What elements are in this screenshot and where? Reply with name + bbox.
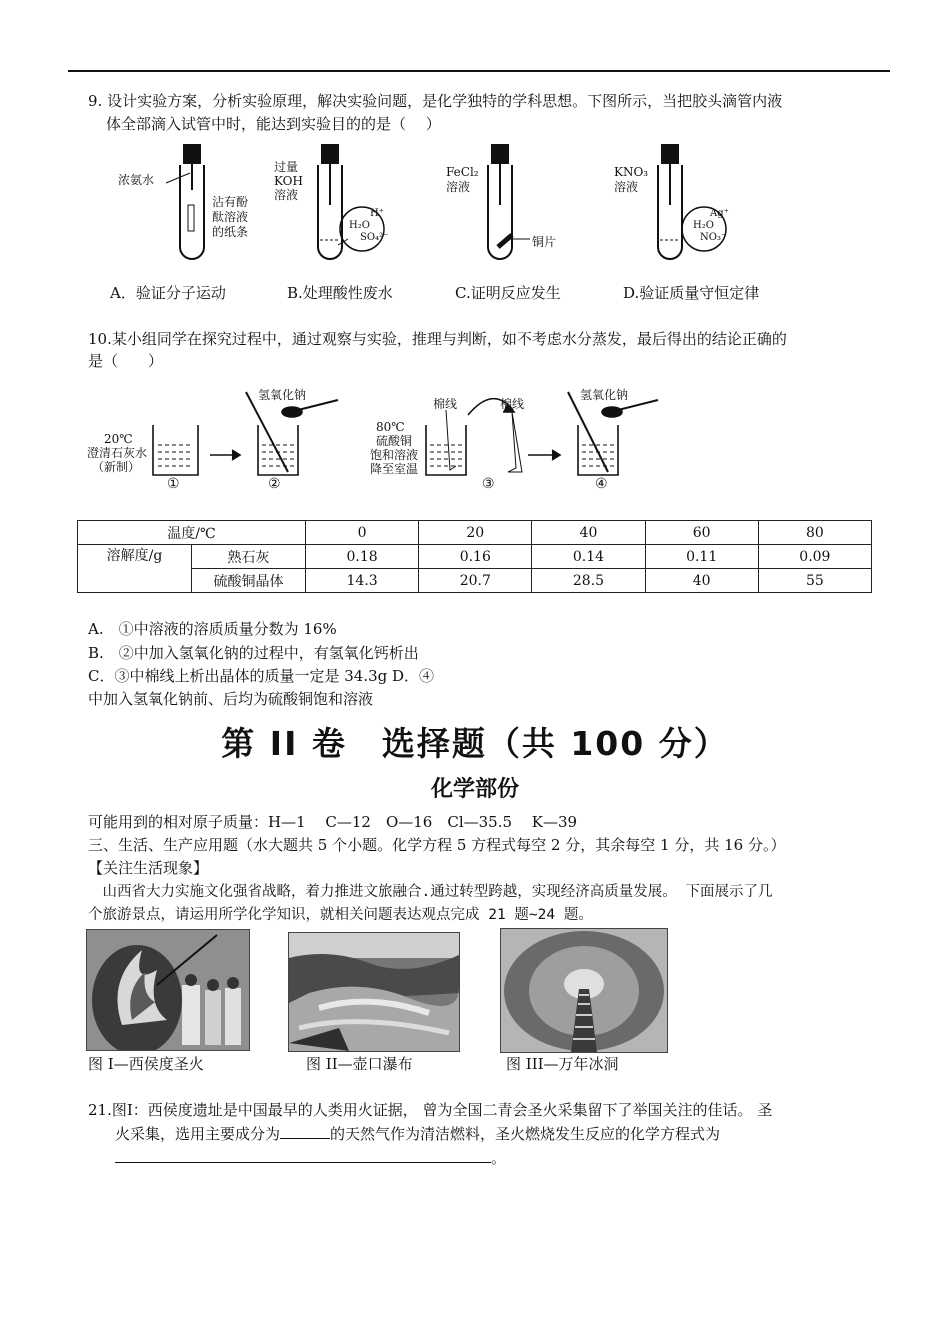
photo-hukou-waterfall [288,932,460,1052]
focus-heading: 【关注生活现象】 [88,859,209,877]
section-subtitle: 化学部份 [430,777,519,802]
q10-fig-temp1: 20℃ [104,432,133,446]
table-cell: 0.14 [532,545,645,569]
q21-text-line2b: 的天然气作为清洁燃料，圣火燃烧发生反应的化学方程式为 [330,1125,721,1143]
table-cell: 0.16 [419,545,532,569]
table-cell: 55 [758,569,871,593]
table-cell: 60 [645,521,758,545]
caption-ice-cave: 图 III—万年冰洞 [506,1055,619,1073]
q9-fig-d-label1: KNO₃ [614,165,649,179]
q10-fig-temp2: 80℃ [376,420,405,434]
q21-blank-component[interactable] [280,1122,330,1139]
q10-fig-thread2: 棉线 [500,397,525,411]
q9-fig-b-label2: KOH [274,174,303,188]
q10-fig-saturated: 饱和溶液 [370,448,419,462]
q10-fig-limewater: 澄清石灰水 [87,446,148,460]
q9-fig-b-ion3: SO₄²⁻ [360,232,389,243]
q9-fig-c-label3: 铜片 [532,235,557,249]
q10-fig-cool: 降至室温 [370,462,419,476]
q9-fig-a-label2: 沾有酚 [212,195,249,209]
q10-text-line2: 是（ ） [88,352,164,370]
table-cell: 20 [419,521,532,545]
q9-fig-b-ion2: H₂O [349,220,370,231]
q10-fig-cuso4: 硫酸铜 [376,434,413,448]
q9-fig-b-label3: 溶液 [274,188,299,202]
top-rule [68,70,890,72]
table-cell: 80 [758,521,871,545]
table-row [78,521,872,545]
q10-fig-n1: ① [167,476,180,492]
intro-line1: 山西省大力实施文化强省战略，着力推进文旅融合.通过转型跨越，实现经济高质量发展。 下面展示了几 [88,884,773,900]
photo-sacred-fire [86,929,250,1051]
q10-option-a: A. ①中溶液的溶质质量分数为 16% [88,620,337,638]
table-cell: 28.5 [532,569,645,593]
table-cell: 温度/℃ [78,521,306,545]
q10-text-line1: 10.某小组同学在探究过程中，通过观察与实验，推理与判断，如不考虑水分蒸发，最后得出的结论正确的 [88,330,787,348]
table-cell: 20.7 [419,569,532,593]
q9-fig-d-label2: 溶液 [614,180,639,194]
table-cell: 40 [532,521,645,545]
table-cell: 0.11 [645,545,758,569]
solubility-table [77,520,872,593]
q9-fig-c-label1: FeCl₂ [446,165,479,179]
q9-fig-b-label1: 过量 [274,160,299,174]
q10-fig-n3: ③ [482,476,495,492]
table-cell: 0.09 [758,545,871,569]
q10-option-c: C．③中棉线上析出晶体的质量一定是 34.3g D．④ [88,667,435,685]
q21-text-line2 [115,1122,720,1145]
q9-fig-d-ion2: H₂O [693,220,714,231]
q10-fig-thread1: 棉线 [433,397,458,411]
table-cell: 硫酸铜晶体 [192,569,306,593]
q9-text-line2: 体全部滴入试管中时，能达到实验目的的是（ ） [106,115,441,133]
q10-fig-naoh1: 氢氧化钠 [258,388,307,402]
q9-option-c: C.证明反应发生 [455,284,561,302]
q21-text-line3 [115,1146,506,1169]
q10-option-d: 中加入氢氧化钠前、后均为硫酸铜饱和溶液 [88,690,374,708]
q21-text-line2a: 火采集，选用主要成分为 [115,1125,281,1143]
q9-fig-d-ion1: Ag⁺ [710,208,729,219]
table-cell: 0 [306,521,419,545]
intro-line2: 个旅游景点，请运用所学化学知识，就相关问题表达观点完成 21 题~24 题。 [88,907,593,923]
q9-figure [100,135,820,265]
q9-fig-a-label4: 的纸条 [212,225,249,239]
photo-ice-cave [500,928,668,1053]
table-cell: 溶解度/g [78,545,192,593]
q21-blank-equation[interactable] [115,1146,491,1163]
table-cell: 0.18 [306,545,419,569]
q9-fig-b-ion1: H⁺ [370,208,384,219]
table-row [78,545,872,569]
q10-fig-n4: ④ [595,476,608,492]
caption-hukou-waterfall: 图 II—壶口瀑布 [306,1055,413,1073]
q10-fig-n2: ② [268,476,281,492]
q9-fig-c-label2: 溶液 [446,180,471,194]
q9-fig-a-label1: 浓氨水 [118,173,155,187]
q9-fig-a-label3: 酞溶液 [212,210,249,224]
table-cell: 14.3 [306,569,419,593]
table-cell: 熟石灰 [192,545,306,569]
atomic-masses: 可能用到的相对原子质量：H—1 C—12 O—16 Cl—35.5 K—39 [88,813,578,831]
table-cell: 40 [645,569,758,593]
q21-text-line1: 21.图Ⅰ：西侯度遗址是中国最早的人类用火证据， 曾为全国二青会圣火采集留下了举国关注的佳话。 圣 [88,1101,773,1119]
q10-fig-fresh: （新制） [92,460,141,474]
q9-fig-d-ion3: NO₃⁻ [700,232,727,243]
q21-period: 。 [491,1149,507,1167]
q9-text-line1: 9. 设计实验方案，分析实验原理，解决实验问题，是化学独特的学科思想。下图所示，当把胶头滴管内液 [88,92,783,110]
table-row [78,569,872,593]
q10-option-b: B. ②中加入氢氧化钠的过程中，有氢氧化钙析出 [88,644,419,662]
q9-option-a: A．验证分子运动 [110,284,226,302]
part-three-heading: 三、生活、生产应用题（水大题共 5 个小题。化学方程 5 方程式每空 2 分，其余每空 1 分，共 16 分。） [88,836,786,854]
q9-option-d: D.验证质量守恒定律 [623,284,760,302]
q9-option-b: B.处理酸性废水 [287,284,393,302]
q10-fig-naoh2: 氢氧化钠 [580,388,629,402]
section-title: 第 II 卷 选择题（共 100 分） [221,724,729,763]
caption-sacred-fire: 图 I—西侯度圣火 [88,1055,204,1073]
